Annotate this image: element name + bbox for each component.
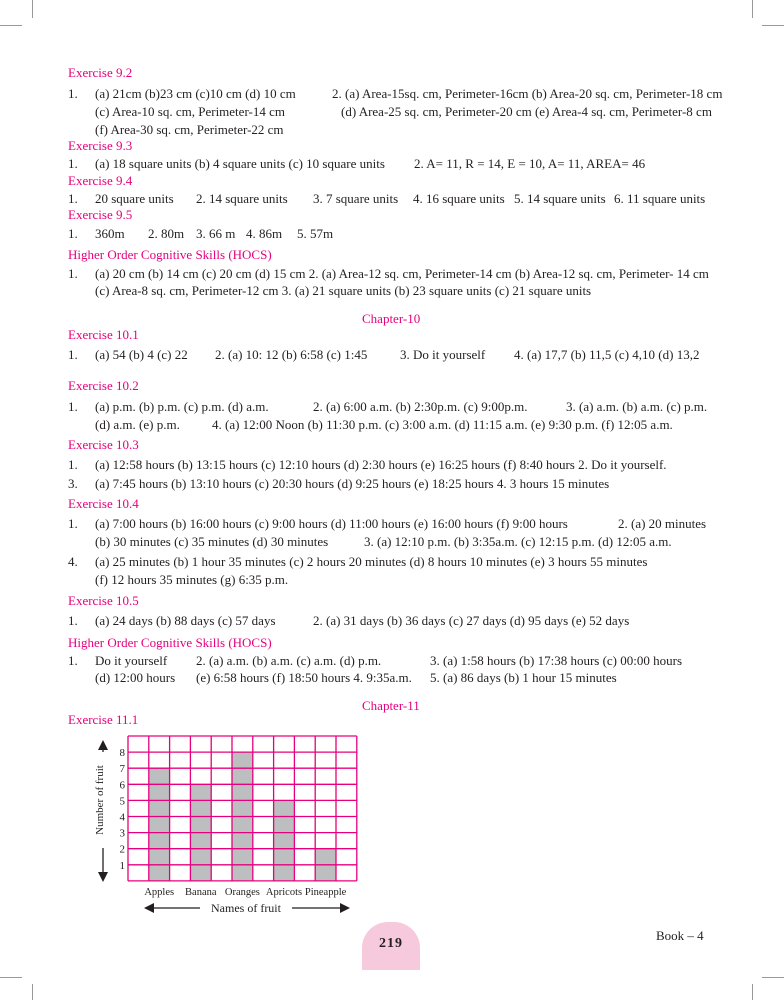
answer-text: 2. 80m xyxy=(148,226,185,241)
y-tick-label: 2 xyxy=(119,843,125,856)
crop-mark xyxy=(0,25,22,26)
answer-text: (a) 21cm (b)23 cm (c)10 cm (d) 10 cm xyxy=(95,86,296,101)
y-tick-label: 4 xyxy=(119,811,125,824)
item-number: 1. xyxy=(68,86,78,101)
answer-text: 3. 66 m xyxy=(196,226,236,241)
x-tick-label: Apples xyxy=(144,886,175,898)
x-ticks-layer xyxy=(144,887,346,898)
answer-text: (a) 24 days (b) 88 days (c) 57 days xyxy=(95,613,276,628)
answer-text: 4. 16 square units xyxy=(413,191,505,206)
y-tick-label: 1 xyxy=(119,859,125,872)
answer-text: (f) 12 hours 35 minutes (g) 6:35 p.m. xyxy=(95,572,289,587)
answer-text: (d) Area-25 sq. cm, Perimeter-20 cm (e) Area-4 sq. cm, Perimeter-8 cm xyxy=(341,104,712,119)
section-heading: Exercise 11.1 xyxy=(68,712,139,727)
y-tick-label: 6 xyxy=(119,779,125,792)
section-heading: Exercise 10.4 xyxy=(68,496,139,511)
answer-text: 3. Do it yourself xyxy=(400,347,486,362)
answer-text: (a) 20 cm (b) 14 cm (c) 20 cm (d) 15 cm 2. (a) Area-12 sq. cm, Perimeter-14 cm (b) Area-12 sq. cm, Perimeter- 14 cm xyxy=(95,266,709,281)
section-heading: Exercise 10.3 xyxy=(68,437,139,452)
crop-mark xyxy=(0,977,22,978)
answer-text: 3. (a) a.m. (b) a.m. (c) p.m. xyxy=(566,399,708,414)
section-heading: Exercise 9.2 xyxy=(68,65,133,80)
section-heading: Exercise 10.2 xyxy=(68,378,139,393)
answer-text: 4. (a) 12:00 Noon (b) 11:30 p.m. (c) 3:00 a.m. (d) 11:15 a.m. (e) 9:30 p.m. (f) 12:05 a.m. xyxy=(212,417,673,432)
crop-mark xyxy=(752,984,753,1000)
answer-text: (a) 7:45 hours (b) 13:10 hours (c) 20:30 hours (d) 9:25 hours (e) 18:25 hours 4. 3 hours 15 minutes xyxy=(95,476,610,491)
answer-text: 2. (a) 10: 12 (b) 6:58 (c) 1:45 xyxy=(215,347,368,362)
section-heading: Exercise 9.4 xyxy=(68,173,133,188)
answer-text: (d) a.m. (e) p.m. xyxy=(95,417,180,432)
item-number: 1. xyxy=(68,191,78,206)
y-tick-label: 5 xyxy=(119,795,125,808)
answer-text: (a) p.m. (b) p.m. (c) p.m. (d) a.m. xyxy=(95,399,269,414)
item-number: 1. xyxy=(68,516,78,531)
crop-mark xyxy=(752,0,753,18)
answer-text: (a) 54 (b) 4 (c) 22 xyxy=(95,347,188,362)
crop-mark xyxy=(762,977,784,978)
answer-text: 2. 14 square units xyxy=(196,191,288,206)
y-tick-label: 8 xyxy=(119,747,125,760)
bar-apples xyxy=(149,768,170,881)
item-number: 1. xyxy=(68,399,78,414)
answer-text: 3. 7 square units xyxy=(313,191,399,206)
answer-text: 2. (a) 6:00 a.m. (b) 2:30p.m. (c) 9:00p.m. xyxy=(313,399,528,414)
fruit-bar-chart xyxy=(70,720,370,920)
x-tick-label: Apricots xyxy=(265,886,303,898)
section-heading: Exercise 10.1 xyxy=(68,327,139,342)
item-number: 3. xyxy=(68,476,78,491)
crop-mark xyxy=(762,25,784,26)
answer-text: (c) Area-10 sq. cm, Perimeter-14 cm xyxy=(95,104,285,119)
item-number: 1. xyxy=(68,347,78,362)
answer-text: (c) Area-8 sq. cm, Perimeter-12 cm 3. (a) 21 square units (b) 23 square units (c) 21 square units xyxy=(95,283,592,298)
answer-text: 360m xyxy=(95,226,125,241)
answer-text: 5. 57m xyxy=(297,226,334,241)
item-number: 1. xyxy=(68,457,78,472)
answer-text: 2. (a) a.m. (b) a.m. (c) a.m. (d) p.m. xyxy=(196,653,382,668)
answer-text: (a) 12:58 hours (b) 13:15 hours (c) 12:10 hours (d) 2:30 hours (e) 16:25 hours (f) 8:40 hours 2. Do it yourself. xyxy=(95,457,667,472)
answer-text: 20 square units xyxy=(95,191,174,206)
x-tick-label: Oranges xyxy=(224,886,260,898)
item-number: 1. xyxy=(68,266,78,281)
book-label: Book – 4 xyxy=(656,928,704,943)
item-number: 4. xyxy=(68,554,78,569)
answer-text: (a) 25 minutes (b) 1 hour 35 minutes (c) 2 hours 20 minutes (d) 8 hours 10 minutes (e) 3 hours 55 minutes xyxy=(95,554,648,569)
bar-apricots xyxy=(274,800,295,881)
answer-text: 2. A= 11, R = 14, E = 10, A= 11, AREA= 46 xyxy=(414,156,646,171)
page-number: 219 xyxy=(379,936,403,951)
section-heading: Exercise 9.5 xyxy=(68,207,133,222)
section-heading: Exercise 10.5 xyxy=(68,593,139,608)
answer-text: 2. (a) 20 minutes xyxy=(618,516,707,531)
chapter-heading: Chapter-10 xyxy=(362,311,421,326)
answer-text: Do it yourself xyxy=(95,653,168,668)
section-heading: Exercise 9.3 xyxy=(68,138,133,153)
answer-text: 4. (a) 17,7 (b) 11,5 (c) 4,10 (d) 13,2 xyxy=(514,347,700,362)
section-heading: Higher Order Cognitive Skills (HOCS) xyxy=(68,247,272,262)
answer-text: 4. 86m xyxy=(246,226,283,241)
x-tick-label: Pineapple xyxy=(304,886,347,898)
item-number: 1. xyxy=(68,156,78,171)
answer-text: (a) 18 square units (b) 4 square units (c) 10 square units xyxy=(95,156,385,171)
section-heading: Higher Order Cognitive Skills (HOCS) xyxy=(68,635,272,650)
chapter-heading: Chapter-11 xyxy=(362,698,420,713)
answer-text: (e) 6:58 hours (f) 18:50 hours 4. 9:35a.m. xyxy=(196,670,412,685)
y-tick-label: 7 xyxy=(119,763,125,776)
crop-mark xyxy=(32,0,33,18)
answer-text: 3. (a) 1:58 hours (b) 17:38 hours (c) 00:00 hours xyxy=(430,653,683,668)
item-number: 1. xyxy=(68,653,78,668)
y-ticks-layer xyxy=(120,747,126,872)
y-tick-label: 3 xyxy=(119,827,125,840)
item-number: 1. xyxy=(68,613,78,628)
y-axis-label: Number of fruit xyxy=(94,765,106,835)
answer-text: 5. 14 square units xyxy=(514,191,606,206)
answer-text: 5. (a) 86 days (b) 1 hour 15 minutes xyxy=(430,670,617,685)
answer-text: (a) 7:00 hours (b) 16:00 hours (c) 9:00 hours (d) 11:00 hours (e) 16:00 hours (f) 9:00 hours xyxy=(95,516,568,531)
answer-text: (f) Area-30 sq. cm, Perimeter-22 cm xyxy=(95,122,284,137)
item-number: 1. xyxy=(68,226,78,241)
answer-text: (d) 12:00 hours xyxy=(95,670,176,685)
x-tick-label: Banana xyxy=(185,886,217,898)
x-axis-label: Names of fruit xyxy=(211,901,281,915)
answer-text: 2. (a) Area-15sq. cm, Perimeter-16cm (b) Area-20 sq. cm, Perimeter-18 cm xyxy=(332,86,723,101)
answer-text: (b) 30 minutes (c) 35 minutes (d) 30 minutes xyxy=(95,534,329,549)
answer-text: 3. (a) 12:10 p.m. (b) 3:35a.m. (c) 12:15 p.m. (d) 12:05 a.m. xyxy=(364,534,672,549)
answer-text: 2. (a) 31 days (b) 36 days (c) 27 days (d) 95 days (e) 52 days xyxy=(313,613,630,628)
answer-text: 6. 11 square units xyxy=(614,191,706,206)
crop-mark xyxy=(32,984,33,1000)
